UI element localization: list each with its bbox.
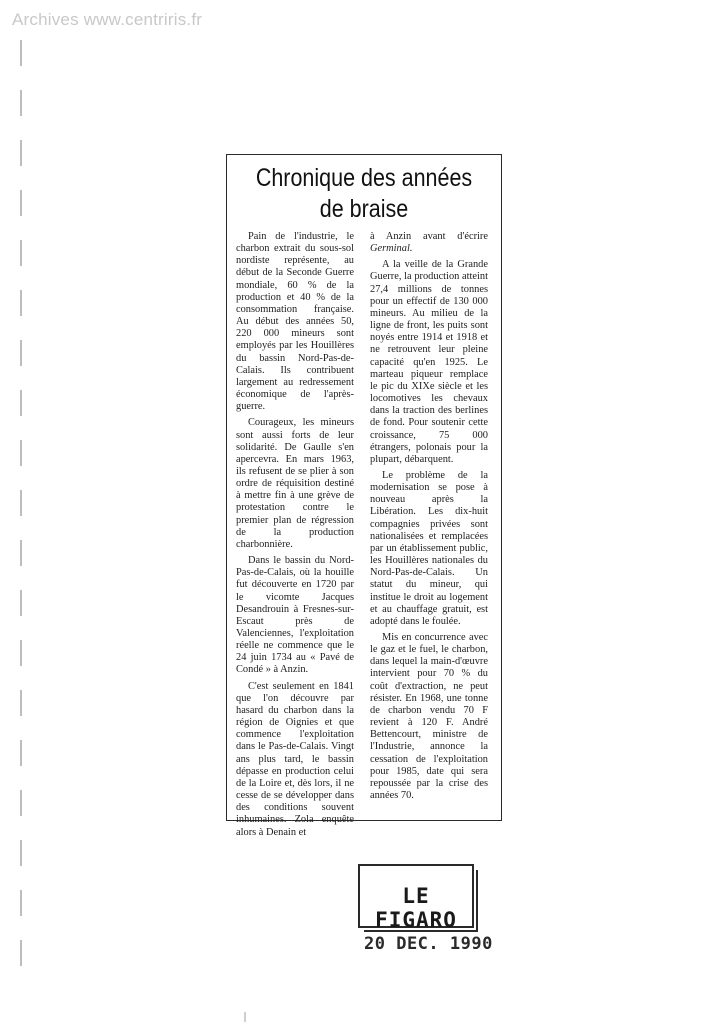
article-right-column [370,231,488,806]
article-paragraph: A la veille de la Grande Guerre, la production atteint 27,4 millions de tonnes pour un effectif de 130 000 mineurs. Au milieu de la ligne de front, les puits sont noyés entre 1914 et 1918 et ne retrouvent leur pleine capacité qu'en 1925. Le marteau piqueur remplace le pic du XIXe siècle et les locomotives les chevaux dans la traction des berlines de fond. Pour soutenir cette croissance, 75 000 étrangers, polonais pour la plupart, débarquent. [370,259,488,465]
article-left-column [236,231,354,843]
article-headline: Chronique des années de braise [255,164,473,223]
article-paragraph-continuation [370,231,488,255]
publication-date: 20 DEC. 1990 [364,934,493,954]
article-paragraph: Dans le bassin du Nord-Pas-de-Calais, où la houille fut découverte en 1720 par le vicomte Jacques Desandrouin à Fresnes-sur-Escaut près de Valenciennes, l'exploitation réelle ne commence que le 24 juin 1734 au « Pavé de Condé » à Anzin. [236,555,354,676]
continuation-text: à Anzin avant d'écrire [370,231,488,242]
publication-stamp [358,864,474,932]
page-edge-mark [244,1012,246,1022]
binder-hole-marks [20,40,26,1010]
article-paragraph: C'est seulement en 1841 que l'on découvre par hasard du charbon dans la région de Oignies et que commence l'exploitation dans le Pas-de-Calais. Vingt ans plus tard, le bassin dépasse en production celui de la Loire et, dès lors, il ne cesse de se développer dans des conditions souvent inhumaines. Zola enquête alors à Denain et [236,680,354,838]
archive-watermark: Archives www.centriris.fr [12,10,203,29]
book-title-germinal: Germinal. [370,243,413,255]
article-paragraph: Courageux, les mineurs sont aussi forts de leur solidarité. De Gaulle s'en apercevra. En mars 1963, ils refusent de se plier à son ordre de réquisition destiné à mettre fin à une grève de protestation contre le premier plan de régression de la production charbonnière. [236,417,354,550]
article-paragraph: Pain de l'industrie, le charbon extrait du sous-sol nordiste représente, au début de la Seconde Guerre mondiale, 60 % de la production et 40 % de la consommation française. Au début des années 50, 220 000 mineurs sont employés par les Houillères du bassin Nord-Pas-de-Calais. Ils contribuent largement au redressement économique de l'après-guerre. [236,231,354,413]
article-paragraph: Mis en concurrence avec le gaz et le fuel, le charbon, dans lequel la main-d'œuvre intervient pour 70 % du coût d'extraction, ne peut résister. En 1968, une tonne de charbon vendu 70 F revient à 120 F. André Bettencourt, ministre de l'Industrie, annonce la cessation de l'exploitation pour 1985, date qui sera repoussée par la crise des années 70. [370,632,488,802]
publication-name: LE FIGARO [375,884,457,932]
article-paragraph: Le problème de la modernisation se pose à nouveau après la Libération. Les dix-huit compagnies privées sont nationalisées et remplacées par un établissement public, les Houillères nationales du Nord-Pas-de-Calais. Un statut du mineur, qui institue le droit au logement et au chauffage gratuit, est adopté dans le foulée. [370,469,488,627]
